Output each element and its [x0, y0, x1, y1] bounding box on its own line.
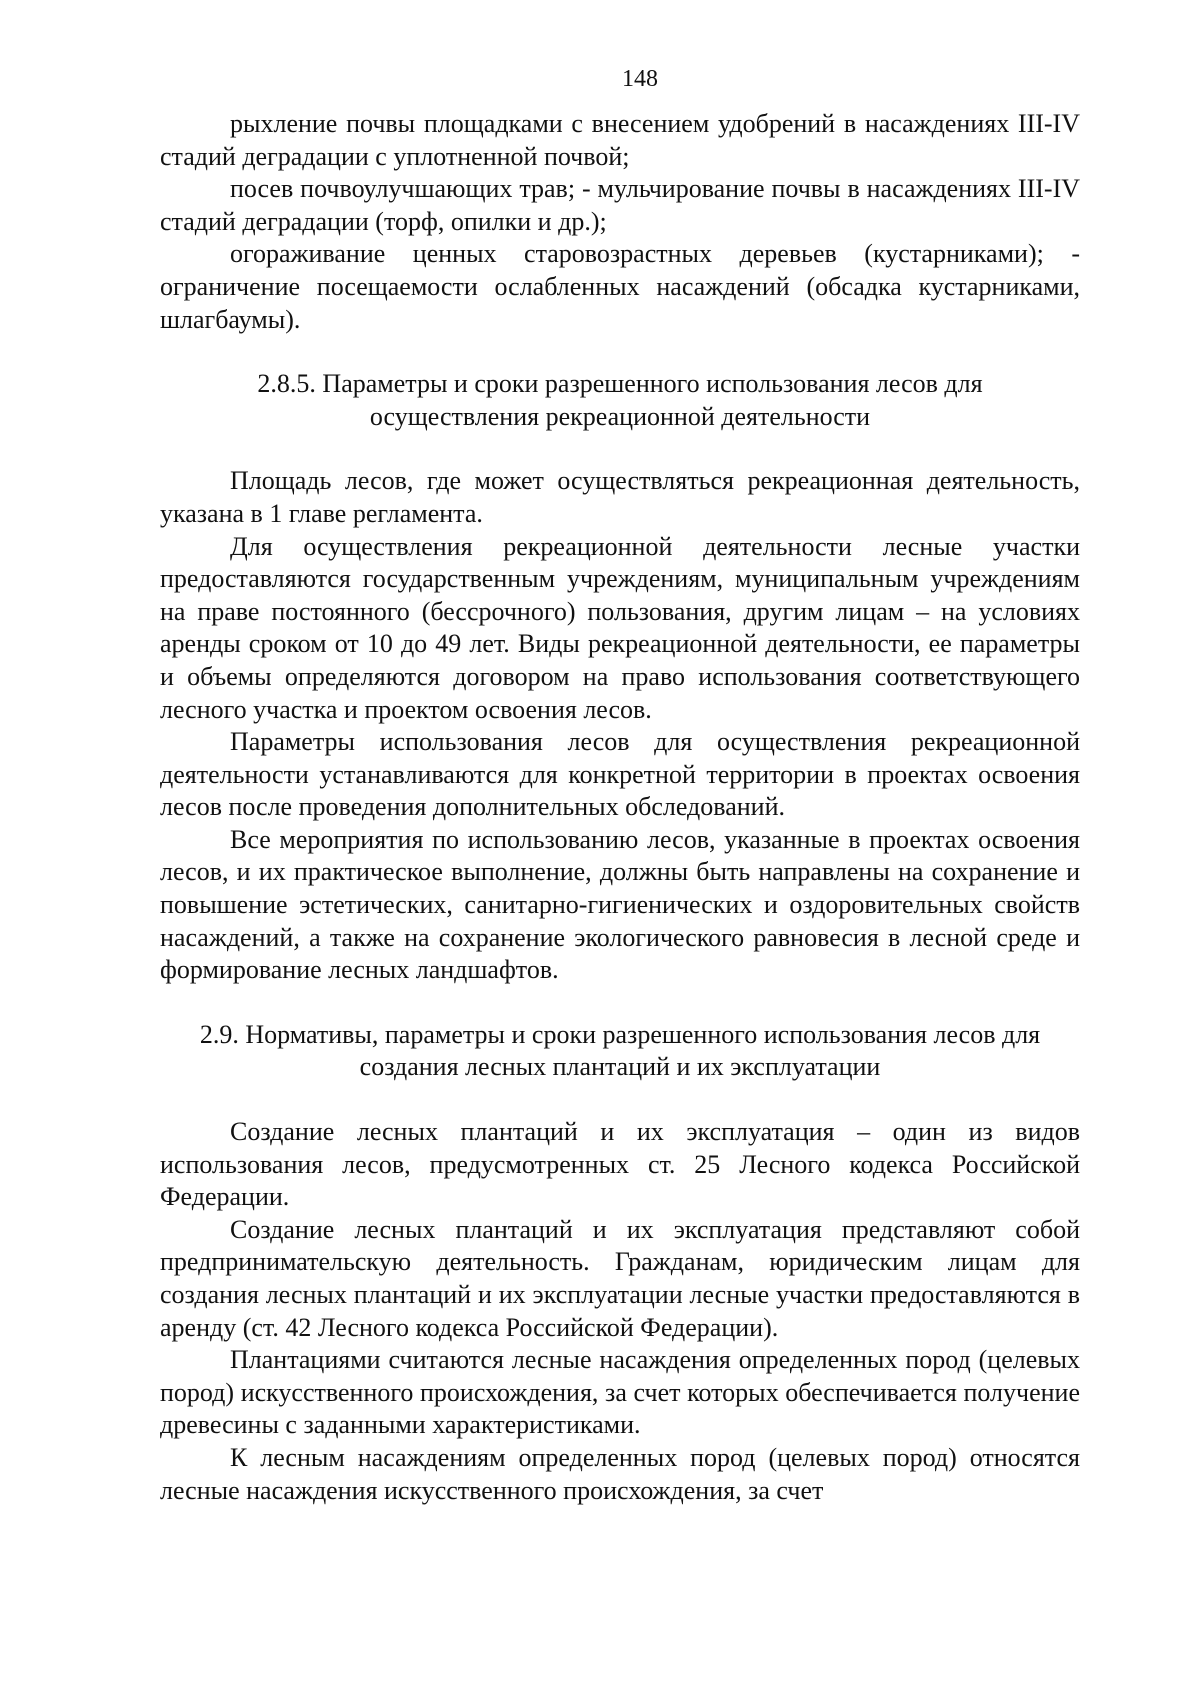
- paragraph: Для осуществления рекреационной деятельности лесные участки предоставляются государственным учреждениям, муниципальным учреждениям на праве постоянного (бессрочного) пользования, другим лицам – на условиях аренды сроком от 10 до 49 лет. Виды рекреационной деятельности, ее параметры и объемы определяются договором на право использования соответствующего лесного участка и проектом освоения лесов.: [160, 531, 1080, 724]
- paragraph: Создание лесных плантаций и их эксплуатация представляют собой предпринимательскую деятельность. Гражданам, юридическим лицам для создания лесных плантаций и их эксплуатации лесные участки предоставляются в аренду (ст. 42 Лесного кодекса Российской Федерации).: [160, 1214, 1080, 1342]
- paragraph: рыхление почвы площадками с внесением удобрений в насаждениях III-IV стадий деградации с уплотненной почвой;: [160, 109, 1080, 171]
- paragraph: огораживание ценных старовозрастных деревьев (кустарниками); - ограничение посещаемости ослабленных насаждений (обсадка кустарниками, шлагбаумы).: [160, 239, 1080, 334]
- section-block-2: [160, 465, 1080, 987]
- paragraph: Создание лесных плантаций и их эксплуатация – один из видов использования лесов, предусмотренных ст. 25 Лесного кодекса Российской Федерации.: [160, 1117, 1080, 1212]
- heading-line: осуществления рекреационной деятельности: [369, 401, 871, 431]
- heading-line: 2.8.5. Параметры и сроки разрешенного использования лесов для: [257, 369, 983, 399]
- paragraph: посев почвоулучшающих трав; - мульчирование почвы в насаждениях III-IV стадий деградации (торф, опилки и др.);: [160, 174, 1080, 236]
- section-block-1: [160, 108, 1080, 336]
- heading-line: создания лесных плантаций и их эксплуатации: [359, 1052, 881, 1082]
- section-block-3: [160, 1116, 1080, 1507]
- paragraph: Плантациями считаются лесные насаждения определенных пород (целевых пород) искусственного происхождения, за счет которых обеспечивается получение древесины с заданными характеристиками.: [160, 1345, 1080, 1440]
- section-heading-2-8-5: [160, 368, 1080, 433]
- paragraph: К лесным насаждениям определенных пород (целевых пород) относятся лесные насаждения искусственного происхождения, за счет: [160, 1442, 1080, 1505]
- paragraph: Все мероприятия по использованию лесов, указанные в проектах освоения лесов, и их практическое выполнение, должны быть направлены на сохранение и повышение эстетических, санитарно-гигиенических и оздоровительных свойств насаждений, а также на сохранение экологического равновесия в лесной среде и формирование лесных ландшафтов.: [160, 824, 1080, 985]
- page-number: 148: [622, 66, 658, 92]
- paragraph: Параметры использования лесов для осуществления рекреационной деятельности устанавливаются для конкретной территории в проектах освоения лесов после проведения дополнительных обследований.: [160, 727, 1080, 822]
- paragraph: Площадь лесов, где может осуществляться рекреационная деятельность, указана в 1 главе регламента.: [160, 466, 1080, 528]
- section-heading-2-9: [160, 1019, 1080, 1084]
- heading-line: 2.9. Нормативы, параметры и сроки разрешенного использования лесов для: [199, 1019, 1041, 1049]
